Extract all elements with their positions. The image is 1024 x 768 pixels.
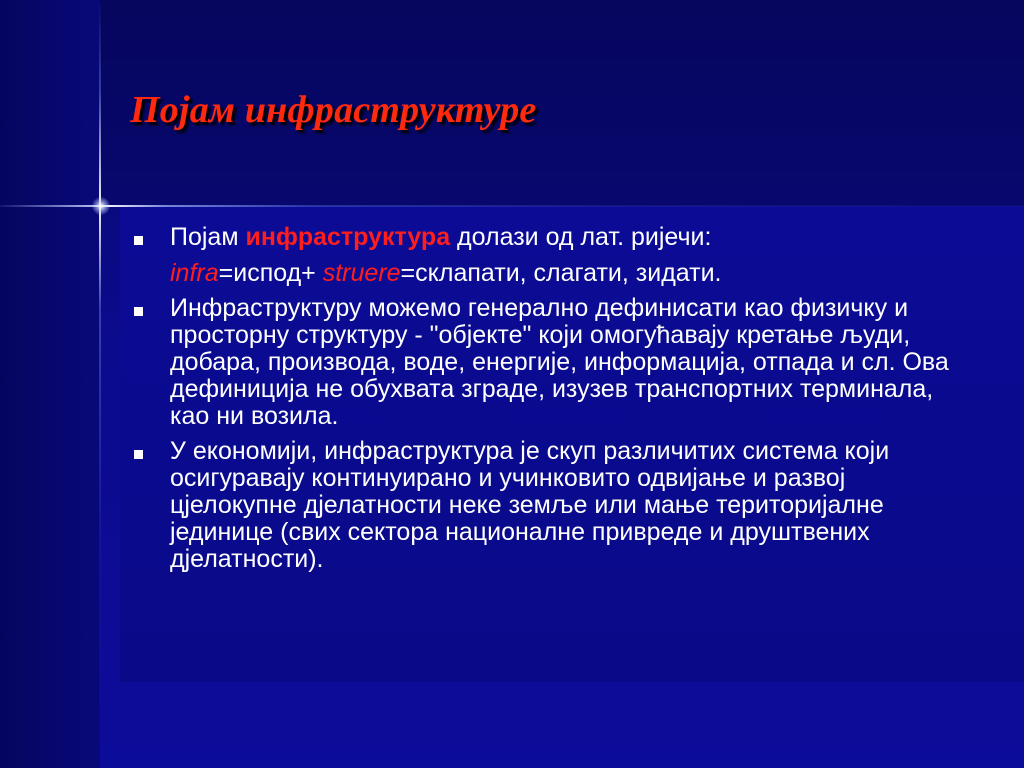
square-bullet-icon [134, 450, 143, 459]
bullet-item-2 [132, 295, 962, 430]
square-bullet-icon [134, 307, 143, 316]
bullet-3-text: У економији, инфраструктура је скуп различитих система који осигуравају континуирано и учинковито одвијање и развој цјелокупне дјелатности неке земље или мање територијалне јединице (свих сектора националне привреде и друштвених дјелатности). [170, 437, 890, 573]
term-infra-meaning: =испод+ [218, 259, 323, 287]
term-infra: infra [170, 259, 219, 287]
slide-title: Појам инфраструктуре [130, 89, 537, 131]
bullet-2-text: Инфраструктуру можемо генерално дефинисати као физичку и просторну структуру - "објекте" који омогућавају кретање људи, добара, производа, воде, енергије, информација, отпада и сл. Ова дефиниција не обухвата зграде, изузев транспортних терминала, као ни возила. [170, 294, 949, 430]
square-bullet-icon [134, 236, 143, 245]
bullet-1-highlight: инфраструктура [245, 223, 451, 251]
light-flare-horizontal [0, 205, 1024, 207]
term-struere: struere [322, 259, 401, 287]
bullet-1-etymology [170, 260, 962, 287]
star-flare-icon [92, 197, 110, 215]
bullet-item-3 [132, 438, 962, 573]
bullet-list [132, 224, 962, 581]
bullet-1-prefix: Појам [170, 223, 246, 251]
term-struere-meaning: =склапати, слагати, зидати. [400, 259, 722, 287]
left-band [0, 0, 100, 768]
bullet-1-suffix: долази од лат. ријечи: [450, 223, 712, 251]
bullet-item-1 [132, 224, 962, 287]
light-flare-vertical [99, 0, 101, 768]
